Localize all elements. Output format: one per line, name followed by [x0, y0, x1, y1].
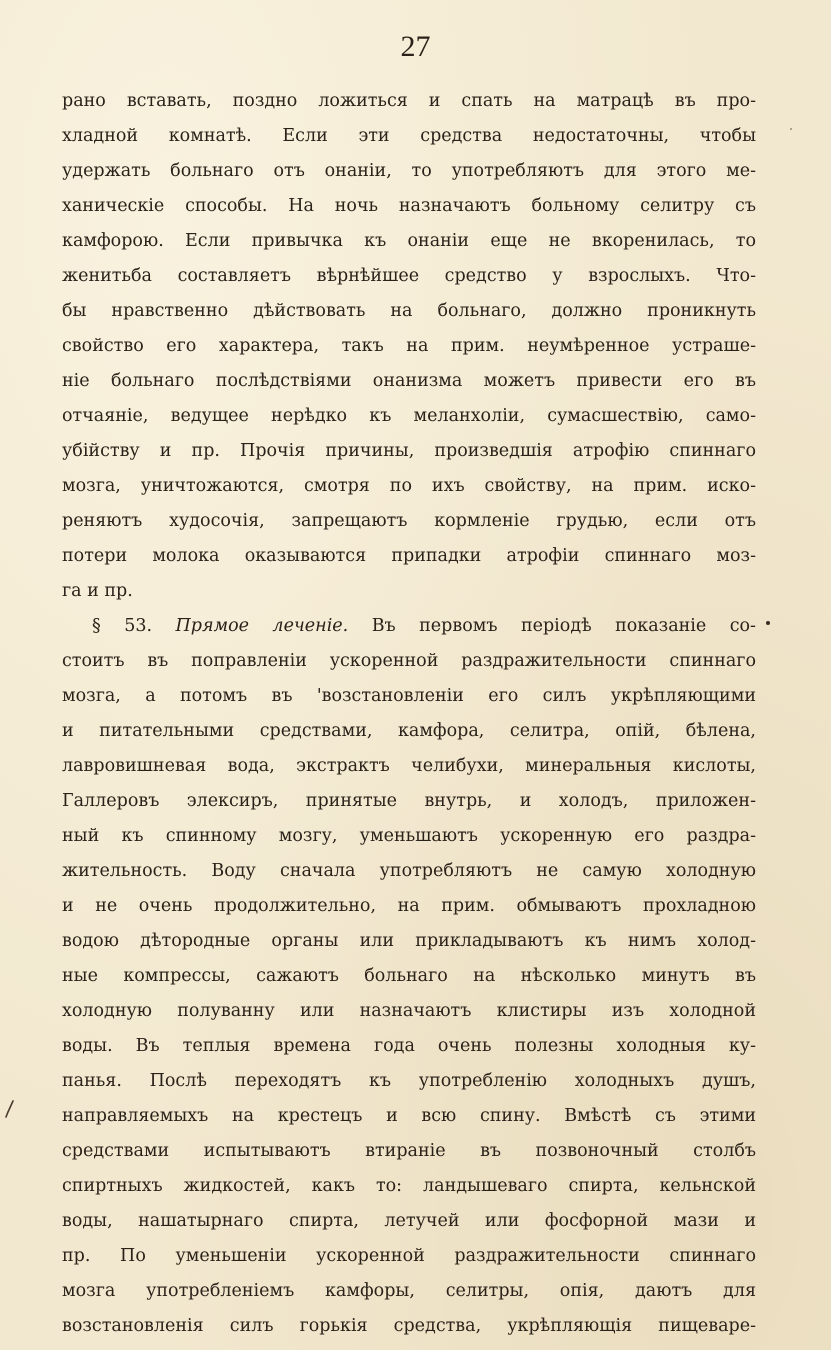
text-line: женитьба составляетъ вѣрнѣйшее средство у взрослыхъ. Что- — [62, 266, 756, 286]
text-line: ніе больнаго послѣдствіями онанизма можетъ привести его въ — [62, 371, 756, 391]
text-line: возстановленія силъ горькія средства, укрѣпляющія пищеваре- — [62, 1316, 756, 1336]
page-number: 27 — [400, 30, 431, 63]
text-line: ный къ спинному мозгу, уменьшаютъ ускоренную его раздра- — [62, 826, 756, 846]
text-line: лавровишневая вода, экстрактъ челибухи, минеральныя кислоты, — [62, 756, 756, 776]
ink-speck — [790, 128, 792, 130]
section-title: Прямое леченіе. — [175, 616, 349, 636]
text-line: воды, нашатырнаго спирта, летучей или фосфорной мази и — [62, 1211, 756, 1231]
text-line: пр. По уменьшеніи ускоренной раздражительности спиннаго — [62, 1246, 756, 1266]
text-line: воды. Въ теплыя времена года очень полезны холодныя ку- — [62, 1036, 756, 1056]
body-text — [62, 84, 756, 1344]
text-line: мозга, а потомъ въ 'возстановленіи его силъ укрѣпляющими — [62, 686, 756, 706]
text-line: ханическіе способы. На ночь назначаютъ больному селитру съ — [62, 196, 756, 216]
section-heading-line — [62, 609, 756, 644]
text-line: и не очень продолжительно, на прим. обмываютъ прохладною — [62, 896, 756, 916]
text-line: стоитъ въ поправленіи ускоренной раздражительности спиннаго — [62, 651, 756, 671]
text-line: свойство его характера, такъ на прим. неумѣренное устраше- — [62, 336, 756, 356]
text-line: га и пр. — [62, 581, 133, 601]
text-line: удержать больнаго отъ онаніи, то употребляютъ для этого ме- — [62, 161, 756, 181]
text-line: мозга употребленіемъ камфоры, селитры, опія, даютъ для — [62, 1281, 756, 1301]
text-line: направляемыхъ на крестецъ и всю спину. Вмѣстѣ съ этими — [62, 1106, 756, 1126]
text-line: хладной комнатѣ. Если эти средства недостаточны, чтобы — [62, 126, 756, 146]
text-line: камфорою. Если привычка къ онаніи еще не вкоренилась, то — [62, 231, 756, 251]
text-line: ные компрессы, сажаютъ больнаго на нѣсколько минутъ въ — [62, 966, 756, 986]
text-line: жительность. Воду сначала употребляютъ не самую холодную — [62, 861, 756, 881]
text-line: рано вставать, поздно ложиться и спать на матрацѣ въ про- — [62, 91, 756, 111]
text-line: потери молока оказываются припадки атрофіи спиннаго моз- — [62, 546, 756, 566]
text-line: панья. Послѣ переходятъ къ употребленію холодныхъ душъ, — [62, 1071, 756, 1091]
section-number: § 53. — [92, 616, 153, 636]
text-line: отчаяніе, ведущее нерѣдко къ меланхоліи, сумасшествію, само- — [62, 406, 756, 426]
text-line: средствами испытываютъ втираніе въ позвоночный столбъ — [62, 1141, 756, 1161]
ink-speck — [766, 621, 770, 625]
text-line: бы нравственно дѣйствовать на больнаго, должно проникнуть — [62, 301, 756, 321]
text-line: и питательными средствами, камфора, селитра, опій, бѣлена, — [62, 721, 756, 741]
text-line: Галлеровъ элексиръ, принятые внутрь, и холодъ, приложен- — [62, 791, 756, 811]
text-line: реняютъ худосочія, запрещаютъ кормленіе грудью, если отъ — [62, 511, 756, 531]
text-line: убійству и пр. Прочія причины, произведшія атрофію спиннаго — [62, 441, 756, 461]
text-line: спиртныхъ жидкостей, какъ то: ландышеваго спирта, кельнской — [62, 1176, 756, 1196]
section-first-line-text: Въ первомъ періодѣ показаніе со- — [371, 616, 756, 636]
text-line: холодную полуванну или назначаютъ клистиры изъ холодной — [62, 1001, 756, 1021]
text-line: мозга, уничтожаются, смотря по ихъ свойству, на прим. иско- — [62, 476, 756, 496]
text-line: водою дѣтородные органы или прикладываютъ къ нимъ холод- — [62, 931, 756, 951]
margin-mark-icon — [4, 1100, 16, 1118]
